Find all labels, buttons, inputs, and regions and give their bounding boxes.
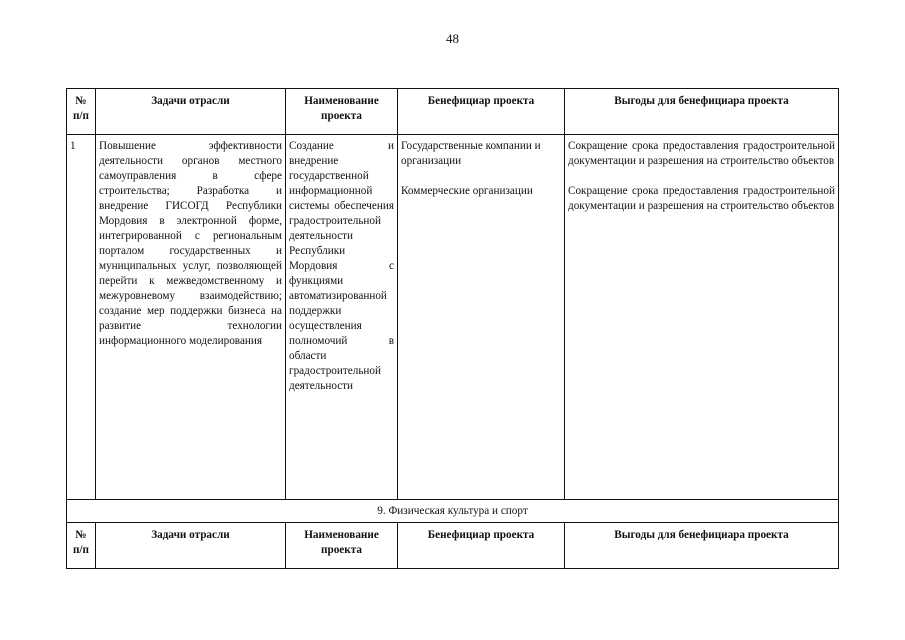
section-row [67,500,839,523]
header2-benefits: Выгоды для бенефициара проекта [565,523,839,569]
header2-project: Наименование проекта [286,523,398,569]
cell-project: Создание и внедрение государственной информационной системы обеспечения градостроительной деятельности Республики Мордовия с функциями автоматизированной поддержки осуществления полномочий в области градостроительной деятельности [286,135,398,500]
section-title: 9. Физическая культура и спорт [67,500,839,523]
table-header-row-2 [67,523,839,569]
header-benefits: Выгоды для бенефициара проекта [565,89,839,135]
header-project: Наименование проекта [286,89,398,135]
cell-tasks: Повышение эффективности деятельности органов местного самоуправления в сфере строительства; Разработка и внедрение ГИСОГД Республики Мордовия в электронной форме, интегрированной с региональным порталом государственных и муниципальных услуг, позволяющей перейти к межведомственному и межуровневому взаимодействию; создание мер поддержки бизнеса на развитие технологии информационного моделирования [96,135,286,500]
header-beneficiary: Бенефициар проекта [398,89,565,135]
beneficiary-1: Государственные компании и организации [401,140,541,167]
table-header-row [67,89,839,135]
page-number: 48 [446,31,459,46]
beneficiary-2: Коммерческие организации [401,185,533,197]
header-tasks: Задачи отрасли [96,89,286,135]
benefit-2: Сокращение срока предоставления градостроительной документации и разрешения на строительство объектов [568,185,835,212]
cell-benefits [565,135,839,500]
header2-tasks: Задачи отрасли [96,523,286,569]
header-num: № п/п [67,89,96,135]
header2-beneficiary: Бенефициар проекта [398,523,565,569]
projects-table [66,88,839,569]
benefit-1: Сокращение срока предоставления градостроительной документации и разрешения на строительство объектов [568,140,835,167]
cell-beneficiary [398,135,565,500]
cell-num: 1 [67,135,96,500]
header2-num: № п/п [67,523,96,569]
table-row [67,135,839,500]
